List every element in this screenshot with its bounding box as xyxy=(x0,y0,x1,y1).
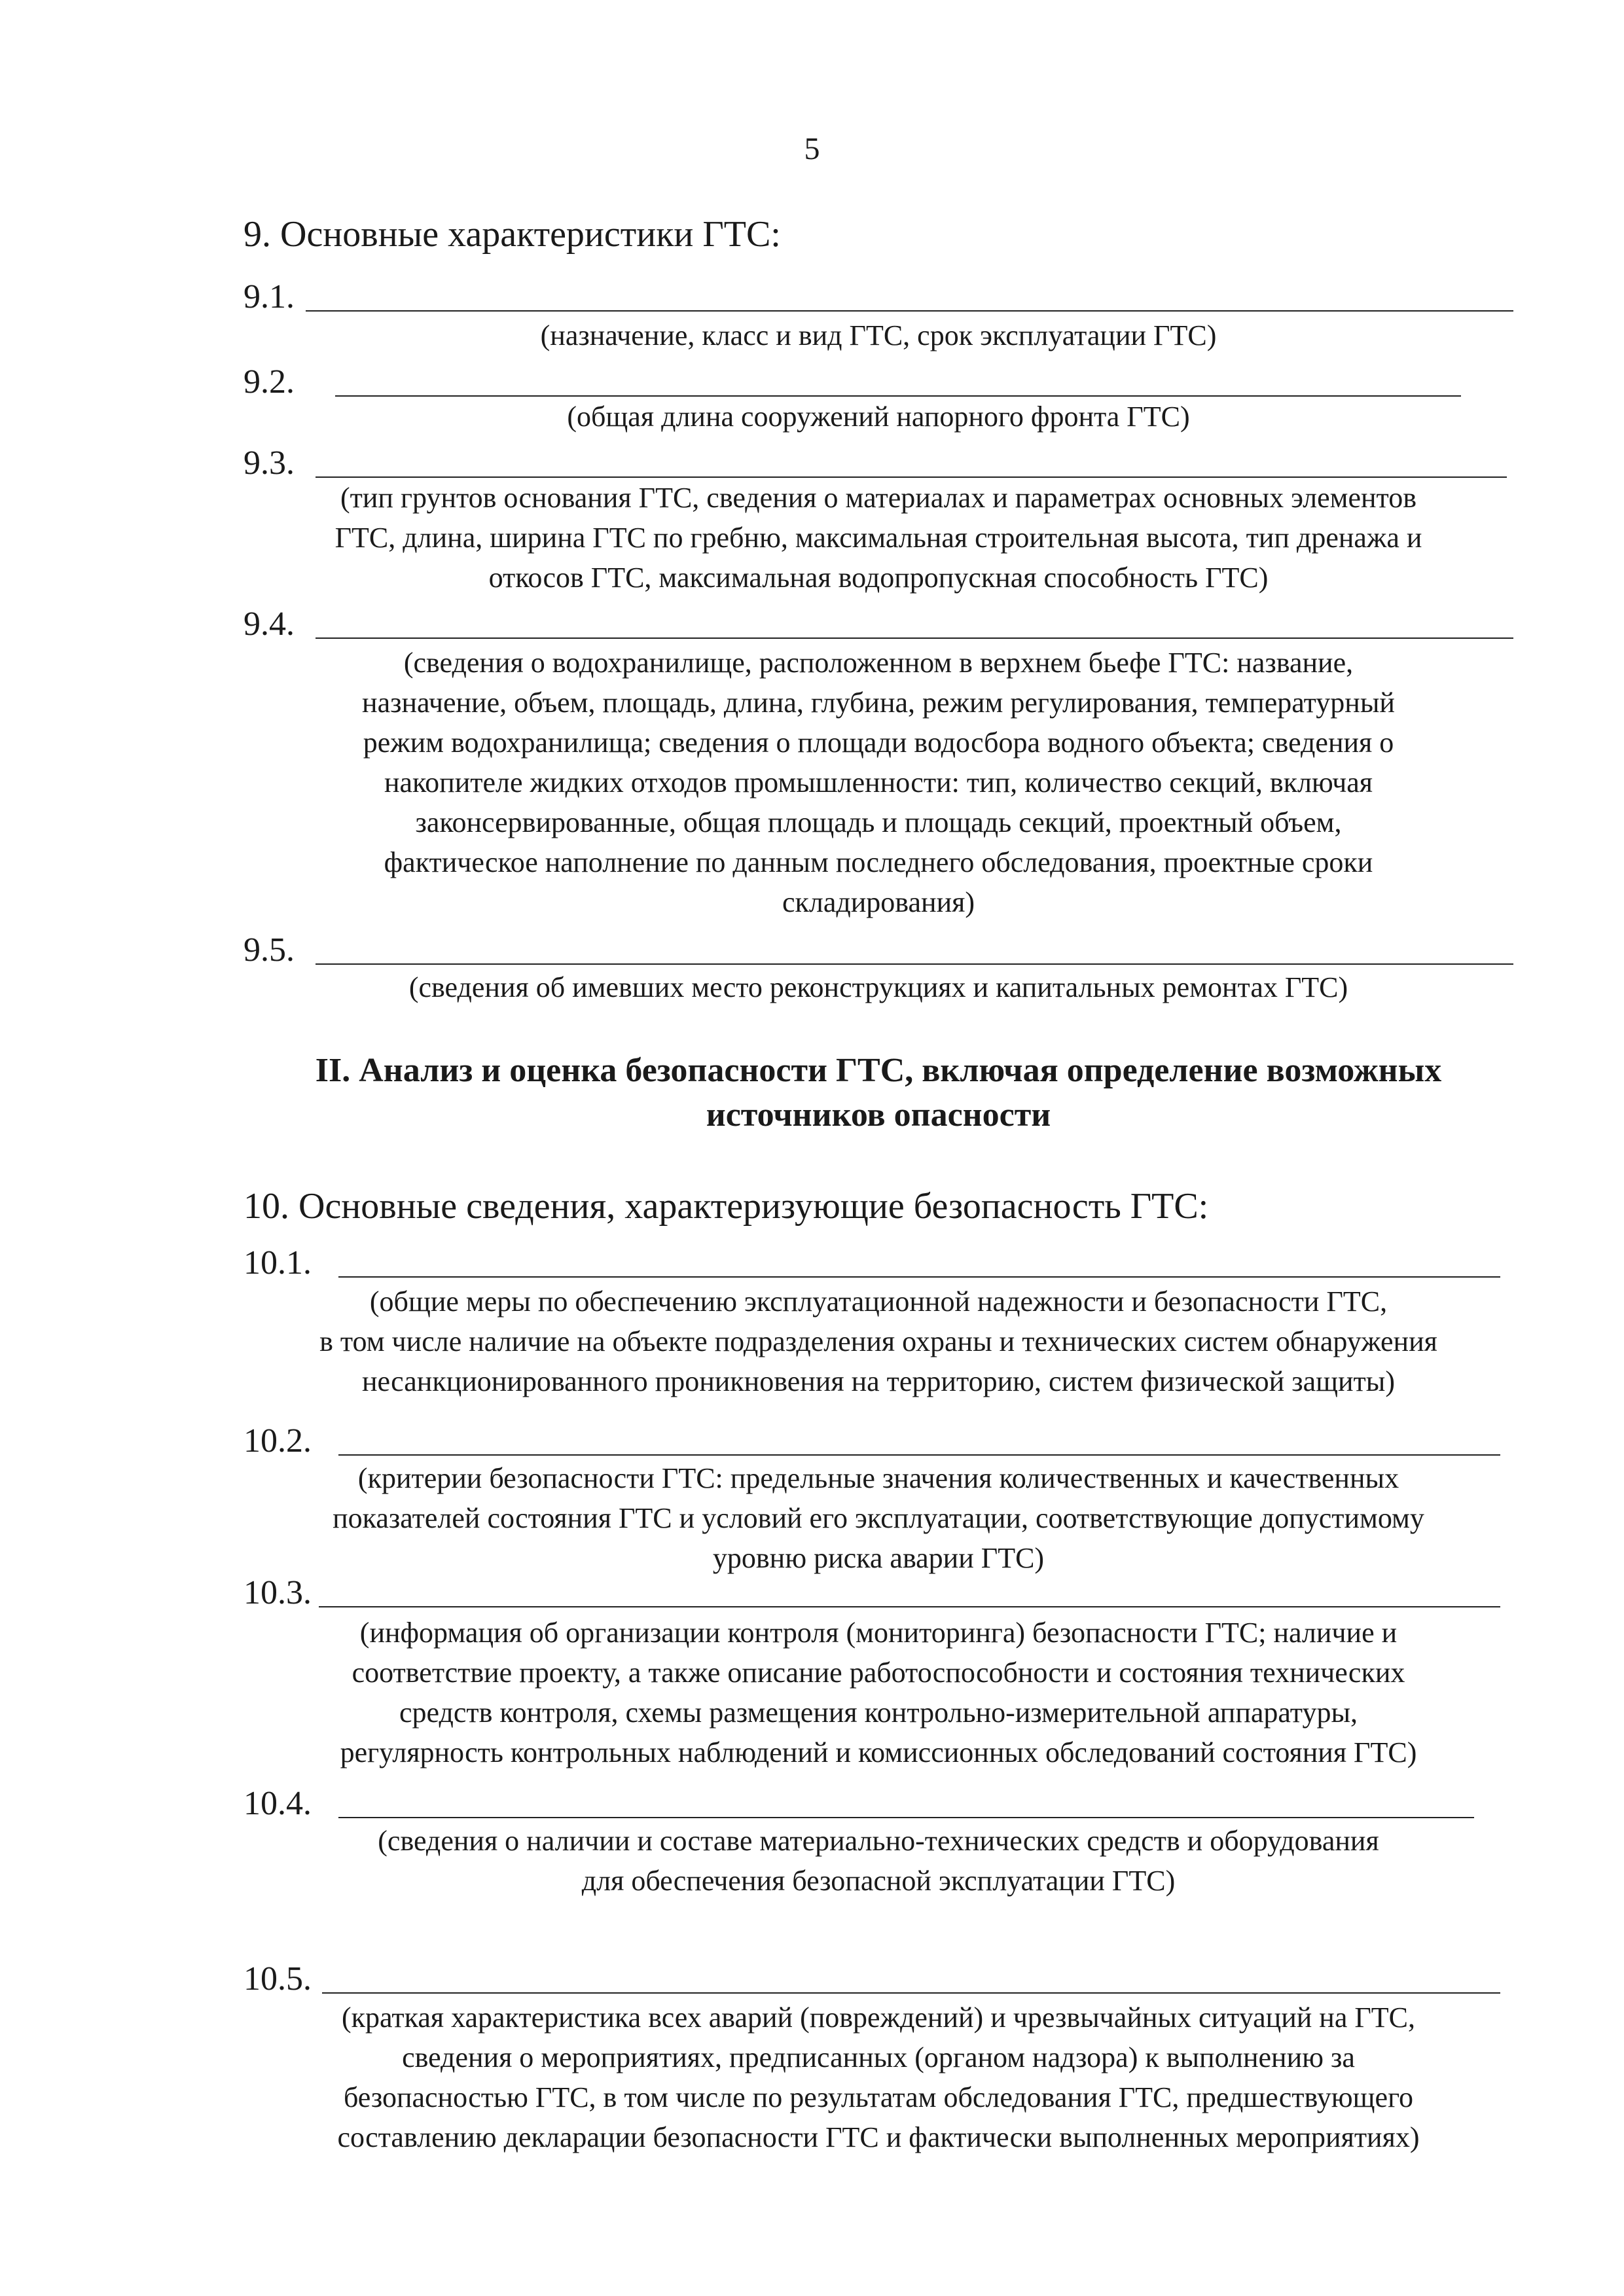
item-number: 9.3. xyxy=(244,444,295,482)
section-9-heading: 9. Основные характеристики ГТС: xyxy=(244,214,781,255)
item-number: 10.3. xyxy=(244,1574,312,1611)
item-number: 9.5. xyxy=(244,931,295,969)
item-9-2-caption: (общая длина сооружений напорного фронта ГТС) xyxy=(567,401,1190,433)
item-9-1 xyxy=(244,275,1513,314)
item-number: 10.4. xyxy=(244,1785,312,1822)
item-9-4-caption: (сведения о водохранилище, расположенном в верхнем бьефе ГТС: название, назначение, объем, площадь, длина, глубина, режим регулирования, температурный режим водохранилища; сведения о площади водосбора водного объекта; сведения о накопителе жидких отходов промышленности: тип, количество секций, включая законсервированные, общая площадь и площадь секций, проектный объем, фактическое наполнение по данным последнего обследования, проектные сроки складирования) xyxy=(362,647,1395,918)
fill-line[interactable] xyxy=(338,1817,1474,1818)
item-9-5 xyxy=(244,928,1513,967)
item-10-3 xyxy=(244,1571,1513,1610)
item-10-3-caption: (информация об организации контроля (мониторинга) безопасности ГТС; наличие и соответствие проекту, а также описание работоспособности и состояния технических средств контроля, схемы размещения контрольно-измерительной аппаратуры, регулярность контрольных наблюдений и комиссионных обследований состояния ГТС) xyxy=(340,1617,1417,1768)
fill-line[interactable] xyxy=(322,1992,1500,1994)
item-number: 9.2. xyxy=(244,363,295,401)
section-10-heading: 10. Основные сведения, характеризующие безопасность ГТС: xyxy=(244,1186,1209,1227)
section-2-title: II. Анализ и оценка безопасности ГТС, включая определение возможных источников опасности xyxy=(315,1052,1442,1134)
item-10-1 xyxy=(244,1241,1513,1280)
fill-line[interactable] xyxy=(316,637,1513,639)
item-9-2 xyxy=(244,360,1513,399)
item-number: 9.4. xyxy=(244,605,295,643)
item-9-1-caption: (назначение, класс и вид ГТС, срок эксплуатации ГТС) xyxy=(540,319,1217,351)
item-9-4 xyxy=(244,602,1513,641)
item-10-4-caption: (сведения о наличии и составе материально-технических средств и оборудования для обеспечения безопасной эксплуатации ГТС) xyxy=(378,1825,1379,1897)
item-number: 10.1. xyxy=(244,1244,312,1282)
fill-line[interactable] xyxy=(319,1606,1500,1607)
item-9-5-caption: (сведения об имевших место реконструкциях и капитальных ремонтах ГТС) xyxy=(408,971,1348,1003)
item-10-2-caption: (критерии безопасности ГТС: предельные значения количественных и качественных показателей состояния ГТС и условий его эксплуатации, соответствующие допустимому уровню риска аварии ГТС) xyxy=(333,1462,1424,1574)
fill-line[interactable] xyxy=(338,1454,1500,1456)
item-10-1-caption: (общие меры по обеспечению эксплуатационной надежности и безопасности ГТС, в том числе наличие на объекте подразделения охраны и технических систем обнаружения несанкционированного проникновения на территорию, систем физической защиты) xyxy=(319,1285,1437,1397)
item-number: 10.5. xyxy=(244,1960,312,1998)
fill-line[interactable] xyxy=(338,1276,1500,1278)
item-9-3 xyxy=(244,441,1513,480)
fill-line[interactable] xyxy=(316,963,1513,965)
fill-line[interactable] xyxy=(306,310,1513,312)
item-10-5-caption: (краткая характеристика всех аварий (повреждений) и чрезвычайных ситуаций на ГТС, сведения о мероприятиях, предписанных (органом надзора) к выполнению за безопасностью ГТС, в том числе по результатам обследования ГТС, предшествующего составлению декларации безопасности ГТС и фактически выполненных мероприятиях) xyxy=(337,2001,1420,2153)
item-number: 10.2. xyxy=(244,1422,312,1460)
item-9-3-caption: (тип грунтов основания ГТС, сведения о материалах и параметрах основных элементов ГТС, длина, ширина ГТС по гребню, максимальная строительная высота, тип дренажа и откосов ГТС, максимальная водопропускная способность ГТС) xyxy=(334,482,1422,594)
item-10-4 xyxy=(244,1782,1513,1821)
page-number: 5 xyxy=(804,132,820,166)
item-10-2 xyxy=(244,1419,1513,1458)
item-number: 9.1. xyxy=(244,278,295,315)
item-10-5 xyxy=(244,1957,1513,1996)
